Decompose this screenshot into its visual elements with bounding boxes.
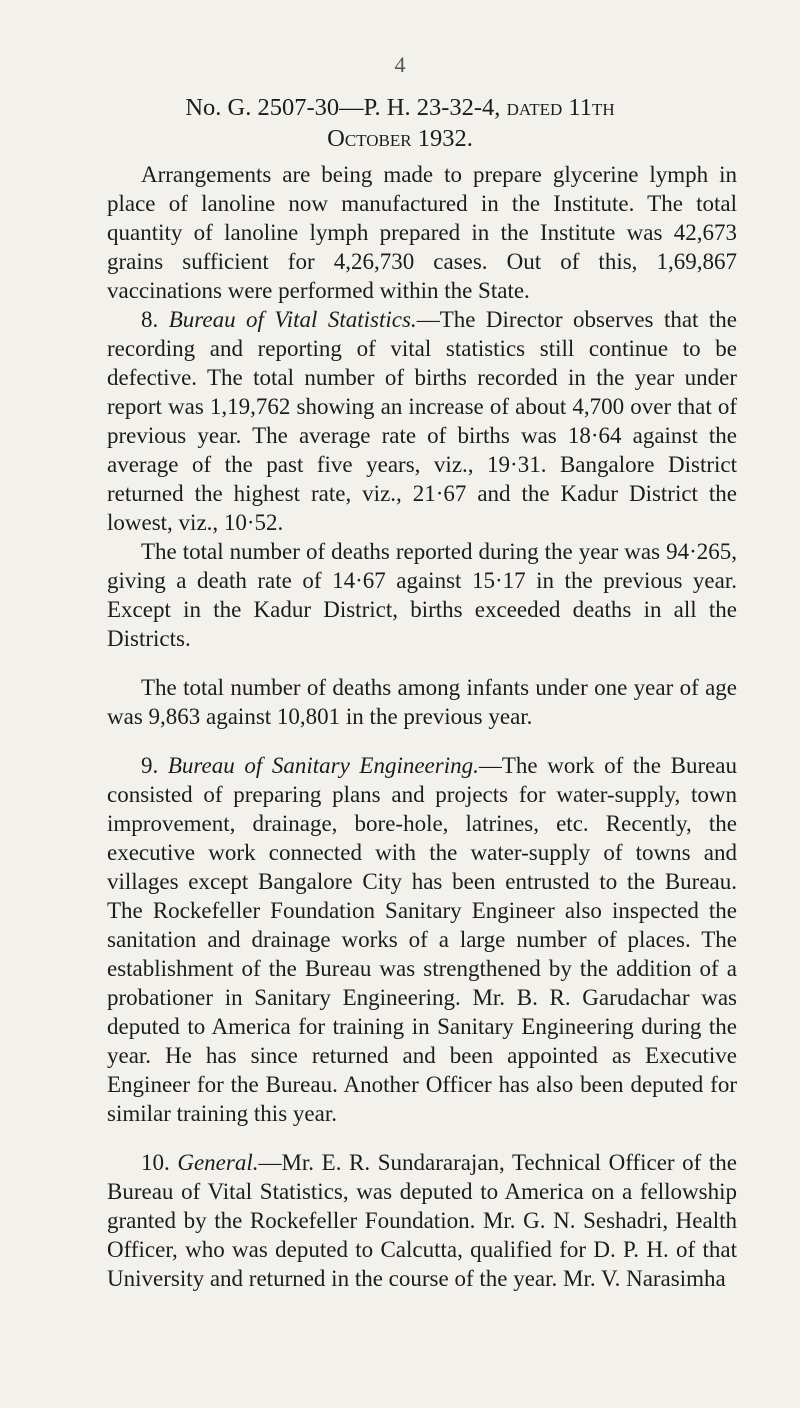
section-number: 9.: [141, 753, 159, 778]
paragraph-infant-deaths: The total number of deaths among infants under one year of age was 9,863 against 10,801 in the previous year.: [107, 675, 737, 729]
heading-line-1: [0, 92, 800, 123]
section-number: 10.: [141, 1150, 170, 1175]
section-text: —The Director observes that the recording and reporting of vital statistics still continue to be defective. The total number of births recorded in the year under report was 1,19,762 showing an increase of about 4,700 over that of previous year. The average rate of births was 18·64 against the average of the past five years, viz., 19·31. Bangalore District returned the highest rate, viz., 21·67 and the Kadur District the lowest, viz., 10·52.: [107, 307, 737, 535]
heading-dated: dated 11th: [506, 94, 615, 121]
heading-line-2: October 1932.: [327, 125, 473, 152]
section-text: —The work of the Bureau consisted of preparing plans and projects for water-supply, town improvement, drainage, bore-hole, latrines, etc. Recently, the executive work connected with the water-supply of towns and villages except Bangalore City has been entrusted to the Bureau. The Rockefeller Foundation Sanitary Engineer also inspected the sanitation and drainage works of a large number of places. The establishment of the Bureau was strengthened by the addition of a probationer in Sanitary Engineering. Mr. B. R. Garudachar was deputed to America for training in Sanitary Engineering during the year. He has since returned and been appointed as Executive Engineer for the Bureau. Another Officer has also been deputed for similar training this year.: [107, 753, 738, 1126]
paragraph-sanitary-engineering: [107, 751, 737, 1128]
section-text: —Mr. E. R. Sundararajan, Technical Officer of the Bureau of Vital Statistics, was deputed to America on a fellowship granted by the Rockefeller Foundation. Mr. G. N. Seshadri, Health Officer, who was deputed to Calcutta, qualified for D. P. H. of that University and returned in the course of the year. Mr. V. Narasimha: [107, 1150, 738, 1291]
heading-order-number: No. G. 2507-30—P. H. 23-32-4,: [185, 94, 501, 121]
section-title: Bureau of Vital Statistics.: [168, 307, 417, 332]
section-title: General.: [177, 1150, 259, 1175]
paragraph-general: [107, 1148, 737, 1293]
paragraph-vital-statistics: [107, 305, 737, 537]
section-title: Bureau of Sanitary Engineering.: [167, 753, 479, 778]
section-number: 8.: [141, 307, 159, 332]
order-heading: [0, 92, 800, 154]
document-body: [107, 160, 737, 1293]
paragraph-lymph: Arrangements are being made to prepare glycerine lymph in place of lanoline now manufactured in the Institute. The total quantity of lanoline lymph prepared in the Institute was 42,673 grains sufficient for 4,26,730 cases. Out of this, 1,69,867 vaccinations were performed within the State.: [107, 162, 737, 303]
paragraph-deaths: The total number of deaths reported during the year was 94·265, giving a death rate of 14·67 against 15·17 in the previous year. Except in the Kadur District, births exceeded deaths in all the Districts.: [107, 539, 737, 651]
page-number: 4: [394, 52, 406, 77]
